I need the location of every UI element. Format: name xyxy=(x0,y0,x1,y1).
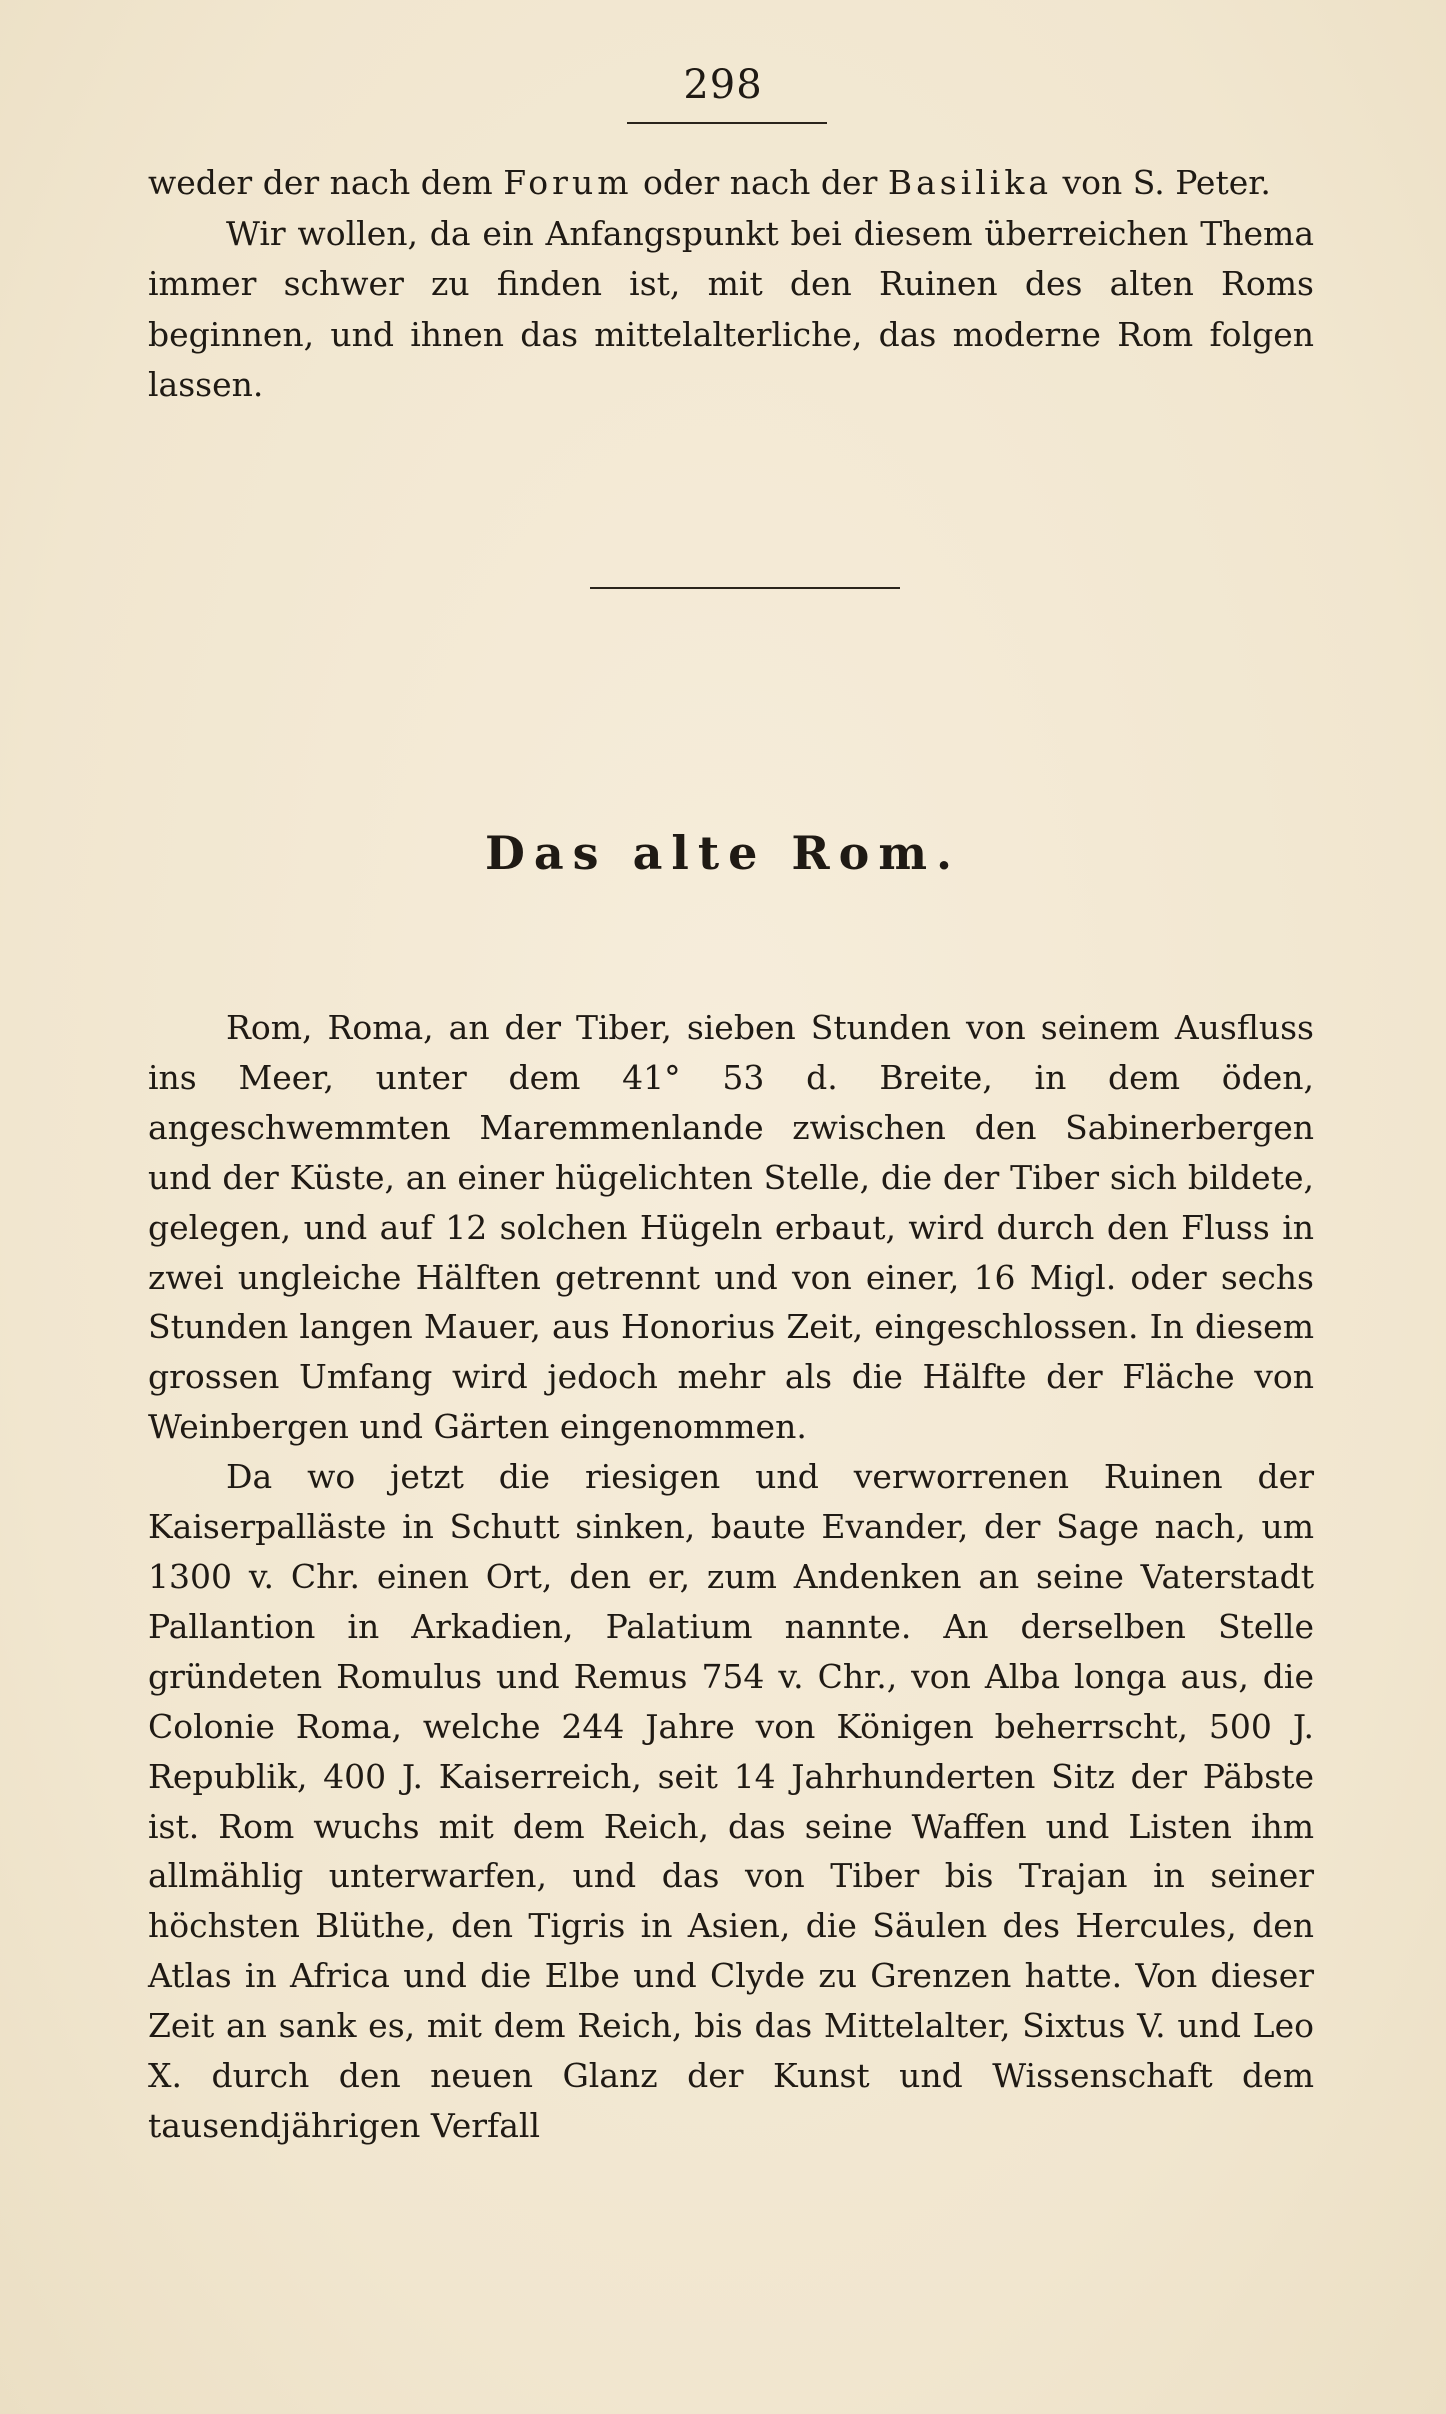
text-run: weder der nach dem xyxy=(148,163,504,202)
section-divider xyxy=(590,587,900,589)
page-number-rule xyxy=(627,122,827,124)
text-run: von S. Peter. xyxy=(1052,163,1271,202)
page-number: 298 xyxy=(683,62,763,108)
paragraph-1: Rom, Roma, an der Tiber, sieben Stunden von seinem Ausfluss ins Meer, unter dem 41° 53 d. Breite, in dem öden, angeschwemmten Maremmenlande zwischen den Sabinerbergen und der Küste, an einer hügelichten Stelle, die der Tiber sich bildete, gelegen, und auf 12 solchen Hügeln erbaut, wird durch den Fluss in zwei ungleiche Hälften getrennt und von einer, 16 Migl. oder sechs Stunden langen Mauer, aus Honorius Zeit, eingeschlossen. In diesem grossen Umfang wird jedoch mehr als die Hälfte der Fläche von Weinbergen und Gärten eingenommen. xyxy=(148,1008,1314,1447)
text-run: oder nach der xyxy=(632,163,888,202)
section-title: Das alte Rom. xyxy=(484,826,961,880)
paragraph-intro: Wir wollen, da ein Anfangspunkt bei diesem überreichen Thema immer schwer zu finden ist, mit den Ruinen des alten Roms beginnen, und ihnen das mittelalterliche, das moderne Rom folgen lassen. xyxy=(148,213,1314,404)
main-text-block xyxy=(148,1003,1314,2151)
spaced-word-basilika: Basilika xyxy=(887,163,1053,202)
top-text-block xyxy=(148,158,1314,411)
paragraph-continuation xyxy=(148,158,1314,209)
paragraph-2: Da wo jetzt die riesigen und verworrenen Ruinen der Kaiserpalläste in Schutt sinken, baute Evander, der Sage nach, um 1300 v. Chr. einen Ort, den er, zum Andenken an seine Vaterstadt Pallantion in Arkadien, Palatium nannte. An derselben Stelle gründeten Romulus und Remus 754 v. Chr., von Alba longa aus, die Colonie Roma, welche 244 Jahre von Königen beherrscht, 500 J. Republik, 400 J. Kaiserreich, seit 14 Jahrhunderten Sitz der Päbste ist. Rom wuchs mit dem Reich, das seine Waffen und Listen ihm allmählig unterwarfen, und das von Tiber bis Trajan in seiner höchsten Blüthe, den Tigris in Asien, die Säulen des Hercules, den Atlas in Africa und die Elbe und Clyde zu Grenzen hatte. Von dieser Zeit an sank es, mit dem Reich, bis das Mittelalter, Sixtus V. und Leo X. durch den neuen Glanz der Kunst und Wissenschaft dem tausendjährigen Verfall xyxy=(148,1457,1314,2145)
spaced-word-forum: Forum xyxy=(503,163,633,202)
